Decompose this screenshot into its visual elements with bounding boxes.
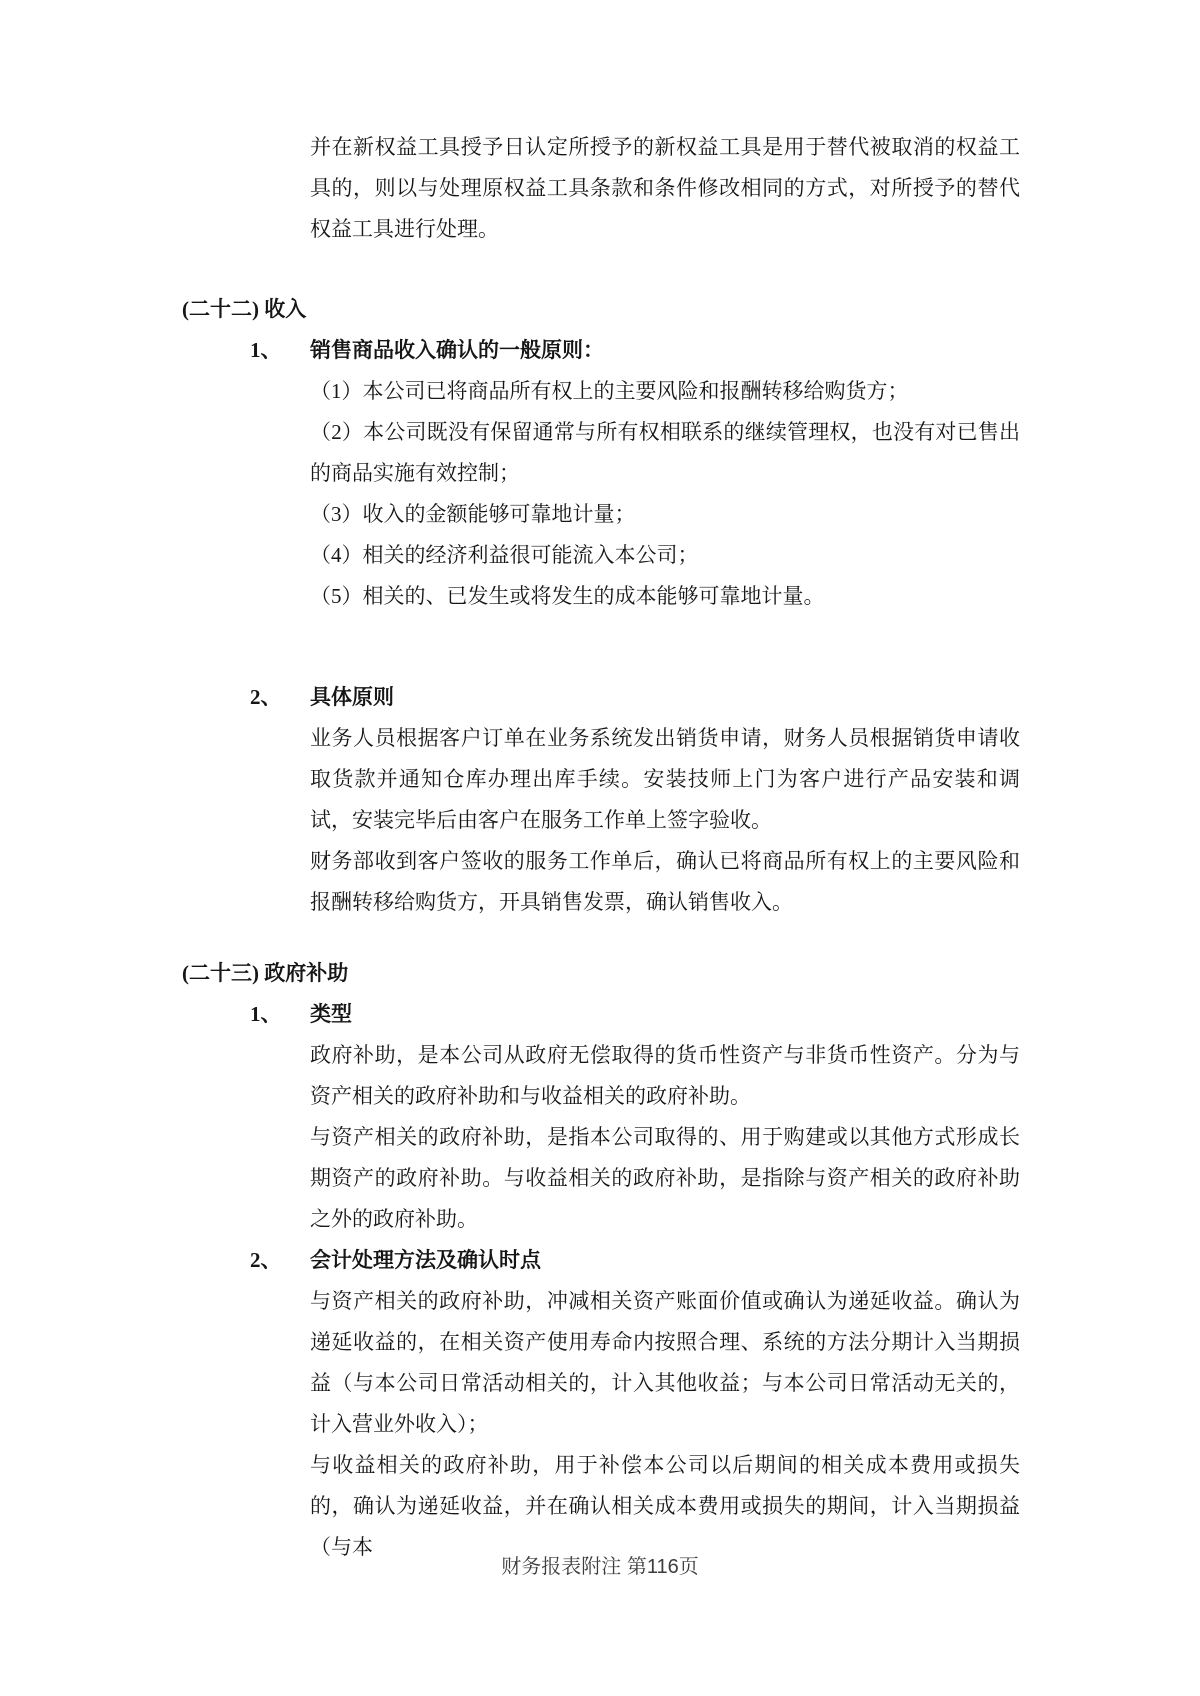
item-number: 2、 [250,1248,282,1272]
specific-principle-paragraph-1: 业务人员根据客户订单在业务系统发出销货申请，财务人员根据销货申请收取货款并通知仓库办理出库手续。安装技师上门为客户进行产品安装和调试，安装完毕后由客户在服务工作单上签字验收。 [310,726,1020,832]
item-title: 会计处理方法及确认时点 [310,1248,541,1272]
revenue-point-2: （2）本公司既没有保留通常与所有权相联系的继续管理权，也没有对已售出的商品实施有效控制； [310,420,1020,485]
item-number: 1、 [250,1002,282,1026]
item-title: 具体原则 [310,685,394,709]
item-number: 2、 [250,685,282,709]
revenue-point-3: （3）收入的金额能够可靠地计量； [310,502,636,526]
revenue-point-5: （5）相关的、已发生或将发生的成本能够可靠地计量。 [310,584,825,608]
item-number: 1、 [250,338,282,362]
item-title: 类型 [310,1002,352,1026]
revenue-point-1: （1）本公司已将商品所有权上的主要风险和报酬转移给购货方； [310,379,909,403]
section-23-item-2-heading [250,1240,1200,1281]
section-23-heading: (二十三) 政府补助 [182,961,349,985]
section-22-item-1-heading [250,330,1200,371]
specific-principle-paragraph-2: 财务部收到客户签收的服务工作单后，确认已将商品所有权上的主要风险和报酬转移给购货方，开具销售发票，确认销售收入。 [310,849,1020,914]
revenue-point-4: （4）相关的经济利益很可能流入本公司； [310,543,699,567]
page-footer: 财务报表附注 第116页 [501,1556,699,1578]
grant-accounting-paragraph-2: 与收益相关的政府补助，用于补偿本公司以后期间的相关成本费用或损失的，确认为递延收益，并在确认相关成本费用或损失的期间，计入当期损益（与本 [310,1453,1020,1559]
continuation-paragraph: 并在新权益工具授予日认定所授予的新权益工具是用于替代被取消的权益工具的，则以与处理原权益工具条款和条件修改相同的方式，对所授予的替代权益工具进行处理。 [310,135,1020,241]
section-22-item-2-heading [250,677,1200,718]
item-title: 销售商品收入确认的一般原则： [310,338,604,362]
section-22-heading: (二十二) 收入 [182,297,307,321]
grant-type-paragraph-2: 与资产相关的政府补助，是指本公司取得的、用于购建或以其他方式形成长期资产的政府补助。与收益相关的政府补助，是指除与资产相关的政府补助之外的政府补助。 [310,1125,1020,1231]
grant-accounting-paragraph-1: 与资产相关的政府补助，冲减相关资产账面价值或确认为递延收益。确认为递延收益的，在相关资产使用寿命内按照合理、系统的方法分期计入当期损益（与本公司日常活动相关的，计入其他收益；与本公司日常活动无关的，计入营业外收入）； [310,1289,1020,1436]
grant-type-paragraph-1: 政府补助，是本公司从政府无偿取得的货币性资产与非货币性资产。分为与资产相关的政府补助和与收益相关的政府补助。 [310,1043,1020,1108]
section-23-item-1-heading [250,994,1200,1035]
